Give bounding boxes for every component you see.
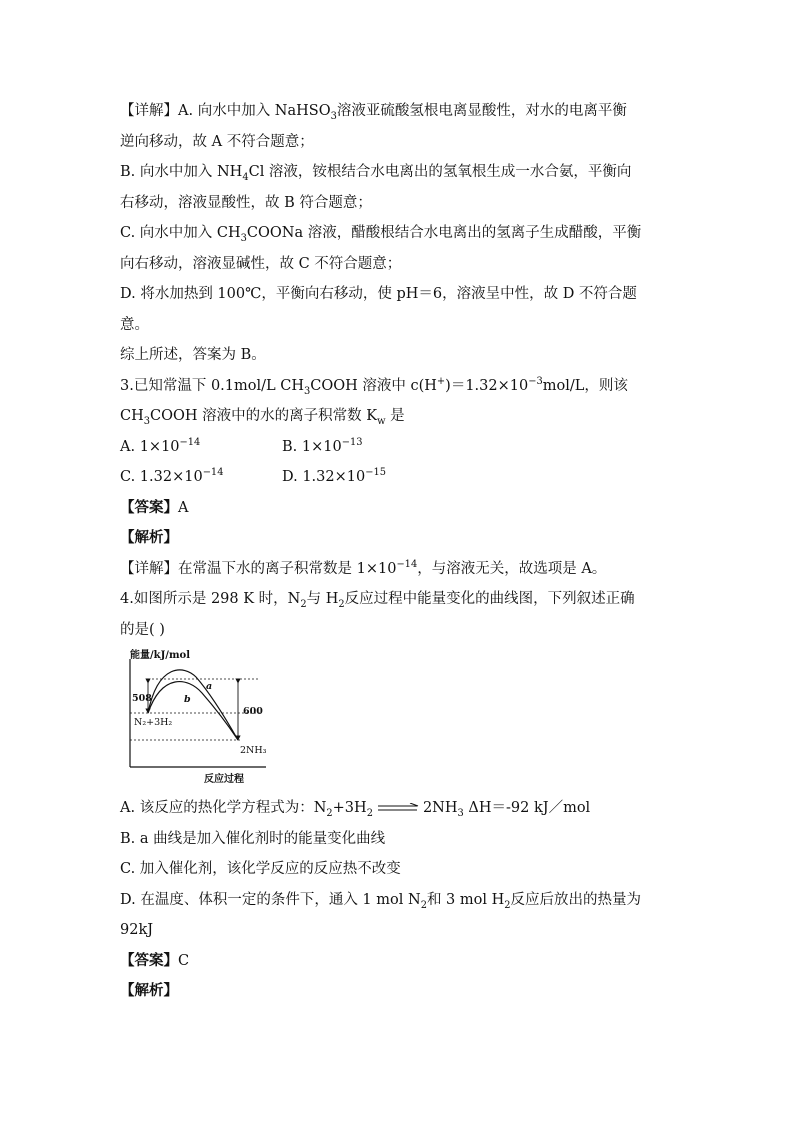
explanation-line: 【详解】A. 向水中加入 NaHSO$_3$溶液亚硫酸氢根电离显酸性，对水的电离平衡 <box>120 103 627 122</box>
question-4-option-d: D. 在温度、体积一定的条件下，通入 1 mol $N_2$和 3 mol $H_2$反应后放出的热量为 <box>120 891 642 911</box>
curve-b <box>148 682 238 740</box>
reactants-label: N₂+3H₂ <box>134 717 173 728</box>
question-4-stem: 4.如图所示是 298 K 时，$N_2$与 $H_2$反应过程中能量变化的曲线图，下列叙述正确 <box>120 591 635 610</box>
energy-diagram-svg <box>122 649 272 787</box>
label-a: a <box>206 681 213 692</box>
question-4-stem: 的是( ) <box>120 621 165 638</box>
question-3-stem: 3.已知常温下 0.1mol/L $CH_3COOH$ 溶液中 $c(H^+)=1.32\times 10^{-3}mol/L$，则该 <box>120 375 628 397</box>
analysis-heading: 【解析】 <box>120 982 178 999</box>
document-body <box>120 96 680 1007</box>
label-600: 600 <box>243 706 263 717</box>
summary-line: 综上所述，答案为 B。 <box>120 347 266 363</box>
reversible-arrow-icon <box>377 803 419 813</box>
label-508: 508 <box>132 693 152 704</box>
explanation-line: C. 向水中加入 $CH_3COONa$ 溶液，醋酸根结合水电离出的氢离子生成醋酸，平衡 <box>120 225 642 244</box>
curve-a <box>148 670 238 740</box>
explanation-line: D. 将水加热到 100℃，平衡向右移动，使 pH＝6，溶液呈中性，故 D 不符合题 <box>120 286 637 302</box>
explanation-line: 右移动，溶液显酸性，故 B 符合题意； <box>120 194 372 211</box>
explanation-line: 逆向移动，故 A 不符合题意； <box>120 133 314 150</box>
option-c: C. $1.32\times 10^{-14}$ <box>120 467 224 485</box>
explanation-line: 向右移动，溶液显碱性，故 C 不符合题意； <box>120 255 402 272</box>
answer-line: 【答案】C <box>120 951 190 969</box>
question-4-option-d-cont: 92kJ <box>120 922 154 938</box>
product-label: 2NH₃ <box>240 745 267 756</box>
explanation-line: B. 向水中加入 $NH_4Cl$ 溶液，铵根结合水电离出的氢氧根生成一水合氨，平衡向 <box>120 164 632 183</box>
question-3-options <box>120 462 680 493</box>
label-b: b <box>184 694 191 705</box>
question-4-option-a: A. 该反应的热化学方程式为：$N_2+3H_2$ $2NH_3$ ΔH＝-92 kJ／mol <box>120 800 591 819</box>
explanation-line: 意。 <box>120 316 149 333</box>
detail-line: 【详解】在常温下水的离子积常数是 $1\times 10^{-14}$，与溶液无关，故选项是 A。 <box>120 558 607 577</box>
answer-line: 【答案】A <box>120 498 189 516</box>
analysis-heading: 【解析】 <box>120 529 178 546</box>
option-b: B. $1\times 10^{-13}$ <box>282 436 363 455</box>
question-3-options <box>120 432 680 463</box>
y-axis-label: 能量/kJ/mol <box>130 650 191 661</box>
question-4-option-c: C. 加入催化剂，该化学反应的反应热不改变 <box>120 861 401 877</box>
energy-diagram <box>122 649 272 787</box>
question-4-option-b: B. a 曲线是加入催化剂时的能量变化曲线 <box>120 830 386 847</box>
section-tag: 【详解】 <box>120 103 178 119</box>
x-axis-label: 反应过程 <box>204 774 244 785</box>
option-a: A. $1\times 10^{-14}$ <box>120 436 201 455</box>
question-3-stem: $CH_3COOH$ 溶液中的水的离子积常数 $K_w$ 是 <box>120 408 405 427</box>
option-d: D. $1.32\times 10^{-15}$ <box>282 467 386 485</box>
